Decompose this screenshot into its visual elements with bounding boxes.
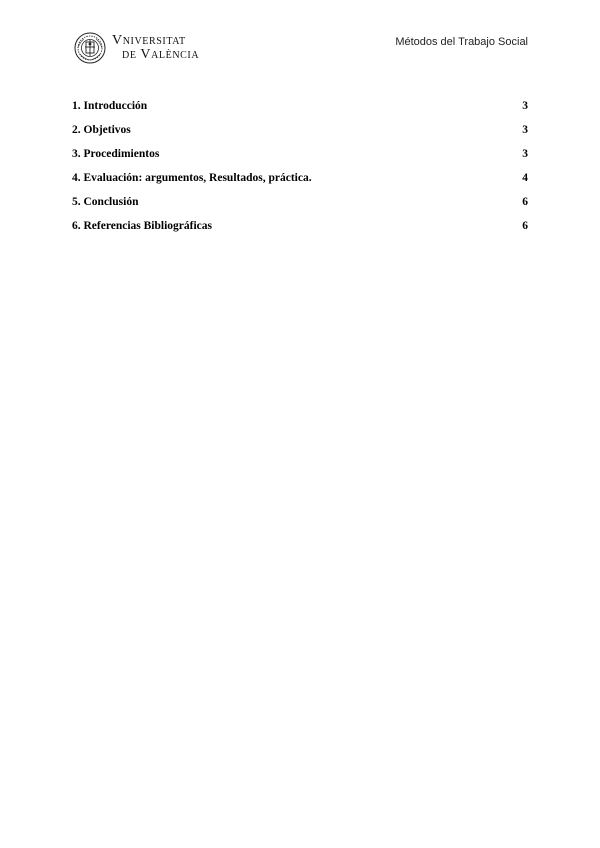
logo-wordmark: [112, 34, 199, 62]
toc-entry-evaluacion[interactable]: [72, 169, 528, 193]
toc-entry-page: 6: [522, 220, 528, 232]
table-of-contents: [72, 97, 528, 241]
toc-entry-referencias[interactable]: [72, 217, 528, 241]
university-logo: [74, 32, 199, 64]
toc-entry-label: 3. Procedimientos: [72, 148, 160, 160]
toc-entry-objetivos[interactable]: [72, 121, 528, 145]
toc-entry-introduccion[interactable]: [72, 97, 528, 121]
toc-entry-page: 6: [522, 196, 528, 208]
toc-entry-conclusion[interactable]: [72, 193, 528, 217]
toc-entry-page: 4: [522, 172, 528, 184]
university-seal-icon: [74, 32, 106, 64]
toc-entry-procedimientos[interactable]: [72, 145, 528, 169]
logo-line-university: Vniversitat: [112, 33, 186, 48]
page-header: [74, 30, 528, 70]
toc-entry-page: 3: [522, 100, 528, 112]
header-course-title: Métodos del Trabajo Social: [395, 36, 528, 48]
toc-entry-page: 3: [522, 124, 528, 136]
toc-entry-label: 2. Objetivos: [72, 124, 131, 136]
toc-entry-label: 5. Conclusión: [72, 196, 139, 208]
toc-entry-label: 6. Referencias Bibliográficas: [72, 220, 212, 232]
toc-entry-label: 1. Introducción: [72, 100, 148, 112]
toc-entry-label: 4. Evaluación: argumentos, Resultados, práctica.: [72, 172, 312, 184]
toc-entry-page: 3: [522, 148, 528, 160]
logo-line-valencia: de València: [122, 47, 200, 62]
